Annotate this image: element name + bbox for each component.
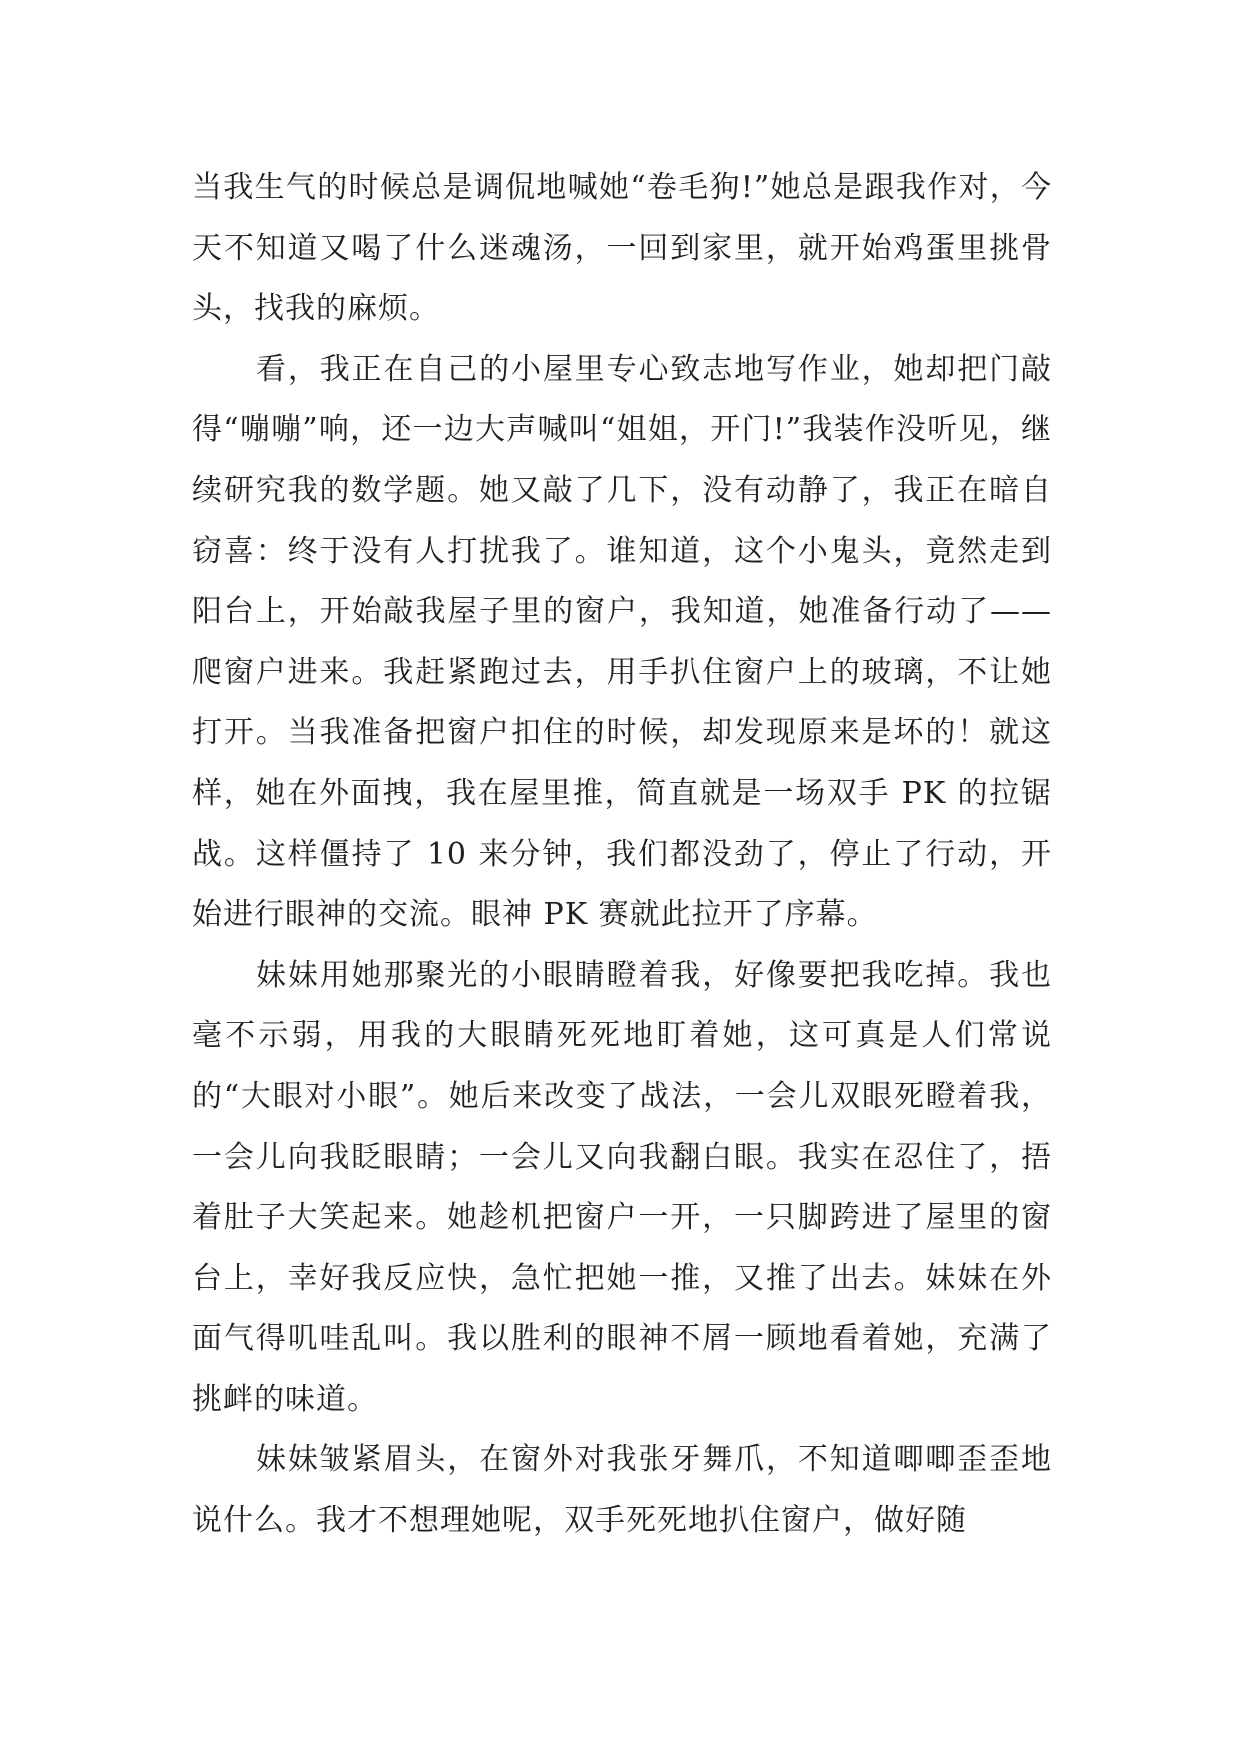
paragraph-2: 看，我正在自己的小屋里专心致志地写作业，她却把门敲得“嘣嘣”响，还一边大声喊叫“姐姐，开门!”我装作没听见，继续研究我的数学题。她又敲了几下，没有动静了，我正在暗自窃喜：终于没有人打扰我了。谁知道，这个小鬼头，竟然走到阳台上，开始敲我屋子里的窗户，我知道，她准备行动了——爬窗户进来。我赶紧跑过去，用手扒住窗户上的玻璃，不让她打开。当我准备把窗户扣住的时候，却发现原来是坏的！就这样，她在外面拽，我在屋里推，简直就是一场双手 PK 的拉锯战。这样僵持了 10 来分钟，我们都没劲了，停止了行动，开始进行眼神的交流。眼神 PK 赛就此拉开了序幕。 (192, 351, 1052, 933)
paragraph-3: 妹妹用她那聚光的小眼睛瞪着我，好像要把我吃掉。我也毫不示弱，用我的大眼睛死死地盯着她，这可真是人们常说的“大眼对小眼”。她后来改变了战法，一会儿双眼死瞪着我，一会儿向我眨眼睛；一会儿又向我翻白眼。我实在忍住了，捂着肚子大笑起来。她趁机把窗户一开，一只脚跨进了屋里的窗台上，幸好我反应快，急忙把她一推，又推了出去。妹妹在外面气得叽哇乱叫。我以胜利的眼神不屑一顾地看着她，充满了挑衅的味道。 (192, 957, 1052, 1417)
paragraph-4: 妹妹皱紧眉头，在窗外对我张牙舞爪，不知道唧唧歪歪地说什么。我才不想理她呢，双手死死地扒住窗户，做好随 (192, 1442, 1052, 1539)
paragraph-1: 当我生气的时候总是调侃地喊她“卷毛狗!”她总是跟我作对，今天不知道又喝了什么迷魂汤，一回到家里，就开始鸡蛋里挑骨头，找我的麻烦。 (192, 170, 1052, 327)
body-text (192, 158, 1052, 1552)
